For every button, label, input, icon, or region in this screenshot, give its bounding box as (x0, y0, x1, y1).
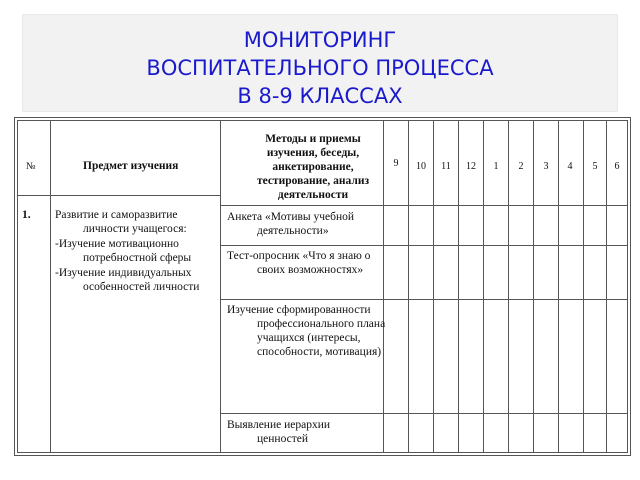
subject-line-3: -Изучение индивидуальных особенностей личности (55, 267, 200, 293)
table-border-top-outer (14, 117, 630, 118)
row-separator (220, 299, 627, 300)
col-separator (558, 120, 559, 453)
method-2: Тест-опросник «Что я знаю о своих возможностях» (227, 250, 371, 276)
table-border-top-inner (17, 120, 627, 121)
slide-title (0, 26, 640, 110)
header-col-1: 1 (493, 161, 499, 172)
table-border-bottom-inner (17, 452, 627, 453)
col-separator (606, 120, 607, 453)
title-line-3: В 8-9 КЛАССАХ (237, 84, 403, 108)
col-separator (583, 120, 584, 453)
header-col-9: 9 (393, 158, 399, 169)
subject-line-2: -Изучение мотивационно потребностной сферы (55, 238, 192, 264)
col-separator (483, 120, 484, 453)
table-border-right-outer (630, 117, 631, 456)
header-col-5: 5 (592, 161, 598, 172)
header-methods: Методы и приемы изучения, беседы, анкетирование, тестирование, анализ деятельности (256, 133, 370, 201)
method-1: Анкета «Мотивы учебной деятельности» (227, 211, 355, 237)
table-border-left-outer (14, 117, 15, 456)
row-separator (50, 195, 220, 196)
row-separator (220, 413, 627, 414)
method-3: Изучение сформированности профессионального плана учащихся (интересы, способности, мотивация) (227, 304, 386, 358)
row-separator (17, 195, 50, 196)
header-col-4: 4 (567, 161, 573, 172)
col-separator (433, 120, 434, 453)
header-col-12: 12 (466, 161, 476, 172)
row-separator (220, 205, 627, 206)
header-col-6: 6 (614, 161, 620, 172)
table-border-right-inner (627, 120, 628, 453)
col-separator (50, 120, 51, 453)
method-4: Выявление иерархии ценностей (227, 419, 331, 445)
row-number: 1. (22, 209, 31, 221)
col-separator (508, 120, 509, 453)
table-border-bottom-outer (14, 455, 630, 456)
header-col-11: 11 (441, 161, 451, 172)
subject-line-1: Развитие и саморазвитие личности учащегося: (55, 209, 187, 235)
header-col-10: 10 (416, 161, 426, 172)
table-border-left-inner (17, 120, 18, 453)
col-separator (383, 120, 384, 453)
col-separator (458, 120, 459, 453)
title-line-1: МОНИТОРИНГ (243, 28, 397, 52)
col-separator (408, 120, 409, 453)
header-col-2: 2 (518, 161, 524, 172)
header-col-3: 3 (543, 161, 549, 172)
col-separator (533, 120, 534, 453)
header-number: № (26, 161, 36, 172)
header-subject: Предмет изучения (83, 160, 179, 172)
row-separator (220, 245, 627, 246)
title-line-2: ВОСПИТАТЕЛЬНОГО ПРОЦЕССА (146, 56, 494, 80)
